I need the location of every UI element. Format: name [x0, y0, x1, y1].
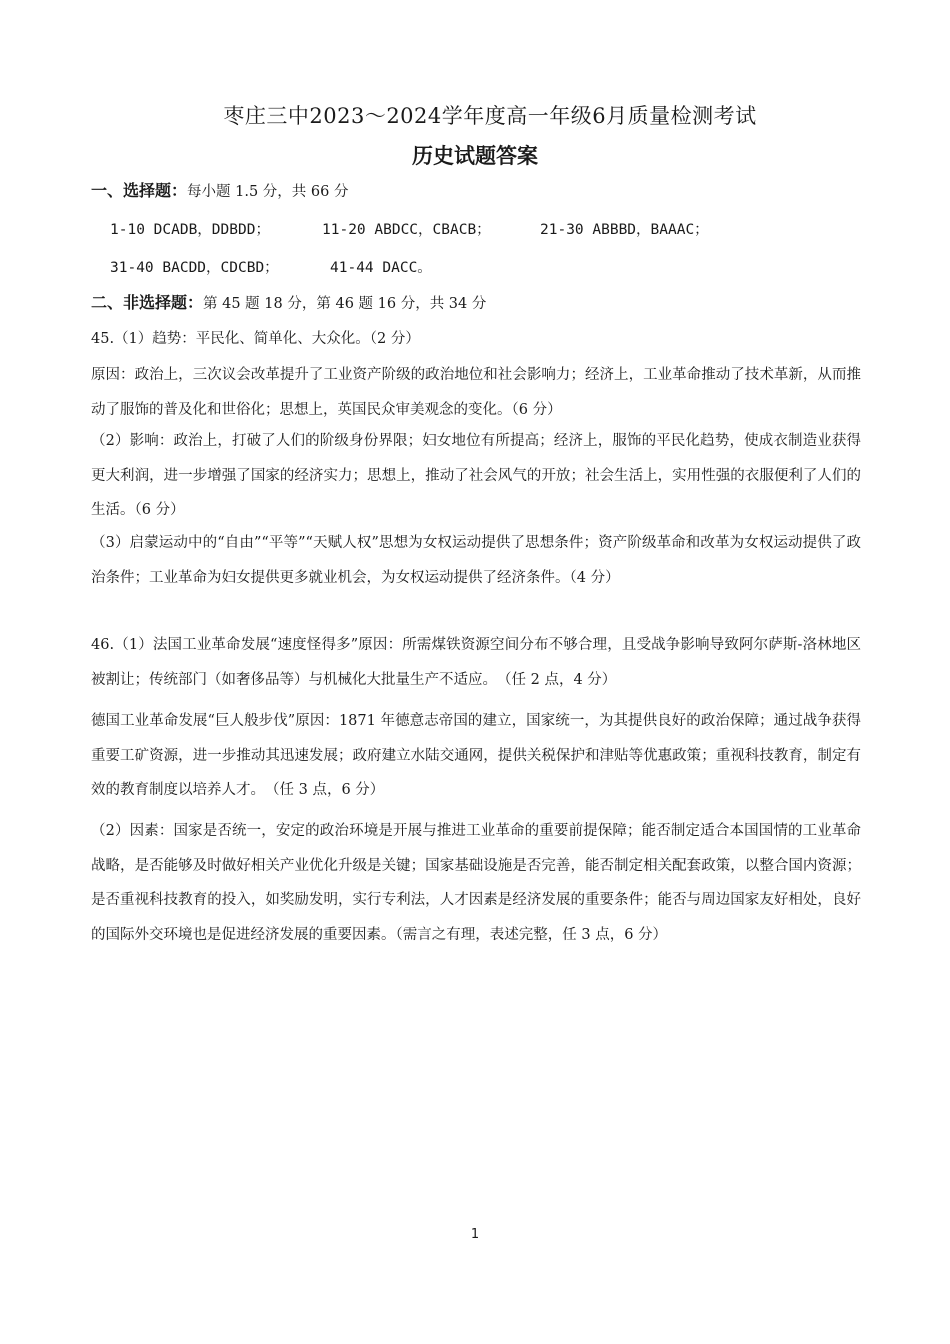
page-subtitle: 历史试题答案 — [412, 144, 538, 168]
q45-part3: （3）启蒙运动中的“自由”“平等”“天赋人权”思想为女权运动提供了思想条件；资产阶级革命和改革为女权运动提供了政治条件；工业革命为妇女提供更多就业机会，为女权运动提供了经济条件。（4 分） — [91, 535, 861, 586]
q45-part1: 45.（1）趋势：平民化、简单化、大众化。（2 分） — [91, 331, 420, 347]
q46-part2: （2）因素：国家是否统一，安定的政治环境是开展与推进工业革命的重要前提保障；能否制定适合本国国情的工业革命战略，是否能够及时做好相关产业优化升级是关键；国家基础设施是否完善，能否制定相关配套政策，以整合国内资源；是否重视科技教育的投入，如奖励发明，实行专利法，人才因素是经济发展的重要条件；能否与周边国家友好相处，良好的国际外交环境也是促进经济发展的重要因素。（需言之有理，表述完整，任 3 点，6 分） — [91, 823, 861, 943]
q46-germany: 德国工业革命发展“巨人般步伐”原因：1871 年德意志帝国的建立，国家统一，为其提供良好的政治保障；通过战争获得重要工矿资源，进一步推动其迅速发展；政府建立水陆交通网，提供关税保护和津贴等优惠政策；重视科技教育，制定有效的教育制度以培养人才。 （任 3 点，6 分） — [91, 713, 861, 798]
q46-part1: 46.（1）法国工业革命发展“速度怪得多”原因：所需煤铁资源空间分布不够合理，且受战争影响导致阿尔萨斯-洛林地区被割让；传统部门（如奢侈品等）与机械化大批量生产不适应。 （任 2 点，4 分） — [91, 637, 861, 688]
q45-reason: 原因：政治上，三次议会改革提升了工业资产阶级的政治地位和社会影响力；经济上，工业革命推动了技术革新，从而推动了服饰的普及化和世俗化；思想上，英国民众审美观念的变化。（6 分） — [91, 367, 861, 418]
q45-part2: （2）影响：政治上，打破了人们的阶级身份界限；妇女地位有所提高；经济上，服饰的平民化趋势，使成衣制造业获得更大利润，进一步增强了国家的经济实力；思想上，推动了社会风气的开放；社会生活上，实用性强的衣服便利了人们的生活。（6 分） — [91, 433, 861, 518]
section-open-label: 二、非选择题： — [91, 293, 204, 312]
section-choice-label: 一、选择题： — [91, 181, 188, 200]
answer-group-3: 21-30 ABBBD，BAAAC； — [540, 222, 709, 238]
section-choice-desc: 每小题 1.5 分，共 66 分 — [187, 184, 349, 200]
answer-group-4: 31-40 BACDD，CDCBD； — [110, 260, 279, 276]
section-open — [91, 290, 486, 313]
page-title: 枣庄三中2023～2024学年度高一年级6月质量检测考试 — [223, 104, 757, 128]
answer-group-1: 1-10 DCADB，DDBDD； — [110, 222, 270, 238]
answer-group-2: 11-20 ABDCC，CBACB； — [322, 222, 491, 238]
answer-group-5: 41-44 DACC。 — [330, 260, 432, 276]
section-choice — [91, 178, 348, 201]
page-number: 1 — [470, 1227, 480, 1242]
section-open-desc: 第 45 题 18 分，第 46 题 16 分，共 34 分 — [203, 296, 487, 312]
